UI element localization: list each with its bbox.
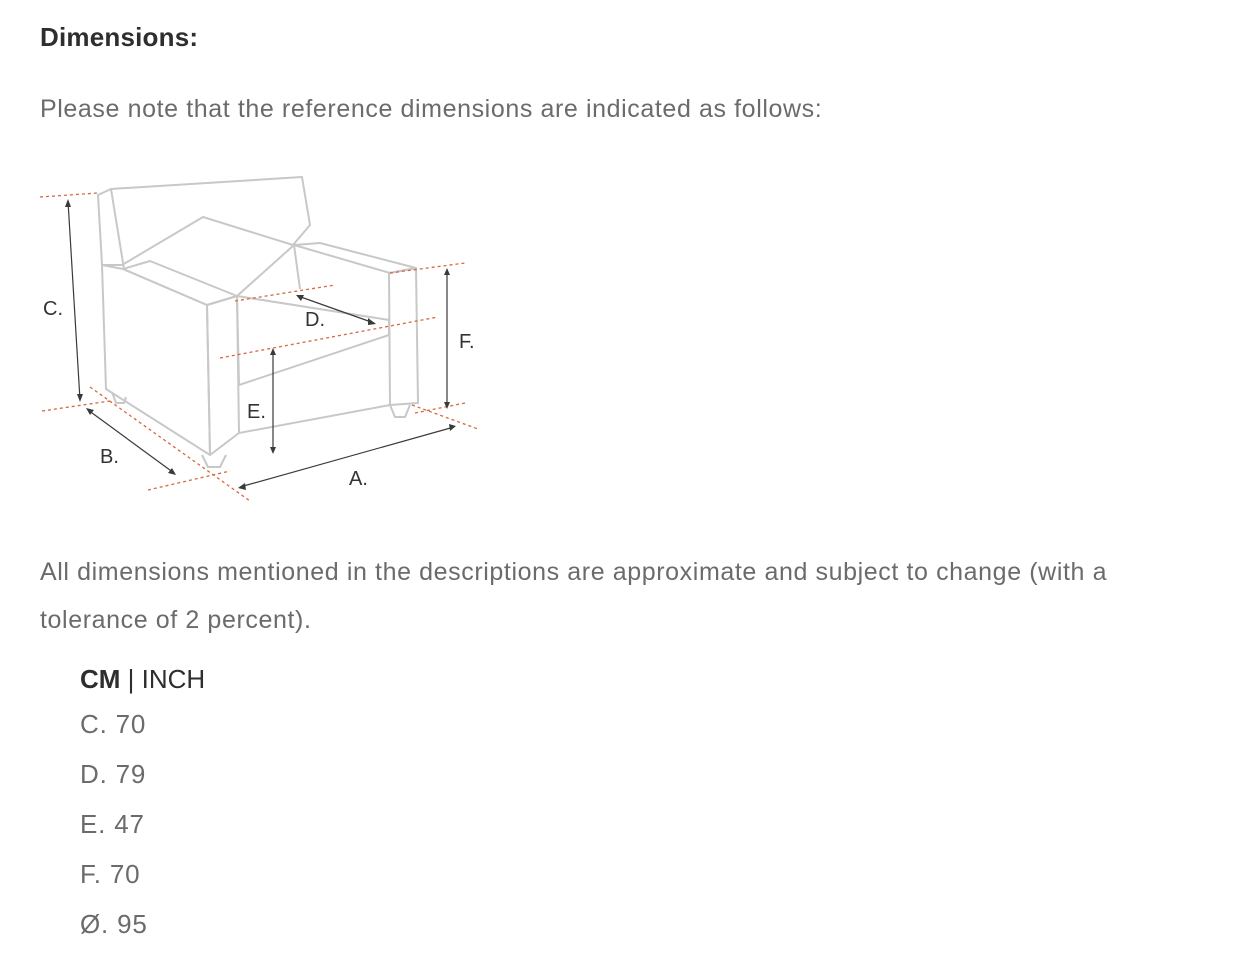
reference-note: Please note that the reference dimensions are indicated as follows:	[40, 95, 823, 123]
dimension-list	[80, 706, 148, 956]
dimension-item: F. 70	[80, 859, 141, 889]
label-e: E.	[247, 401, 266, 423]
dimension-item: D. 79	[80, 759, 147, 789]
unit-separator: |	[120, 664, 142, 694]
dimension-item: C. 70	[80, 709, 147, 739]
label-a: A.	[349, 468, 368, 490]
arrow-heads	[65, 199, 456, 490]
label-c: C.	[43, 298, 63, 320]
label-f: F.	[459, 331, 475, 353]
unit-cm[interactable]: CM	[80, 664, 121, 694]
dimensions-disclaimer: All dimensions mentioned in the descriptions are approximate and subject to change (with a tolerance of 2 percent).	[40, 558, 1108, 634]
label-b: B.	[100, 446, 119, 468]
dimension-arrows	[68, 201, 454, 487]
section-heading: Dimensions:	[40, 22, 199, 52]
unit-inch[interactable]: INCH	[141, 664, 206, 694]
unit-toggle	[80, 664, 205, 695]
dimension-item: E. 47	[80, 809, 145, 839]
armchair-dimension-diagram	[30, 165, 490, 510]
label-d: D.	[305, 309, 325, 331]
dimension-item: Ø. 95	[80, 909, 148, 939]
